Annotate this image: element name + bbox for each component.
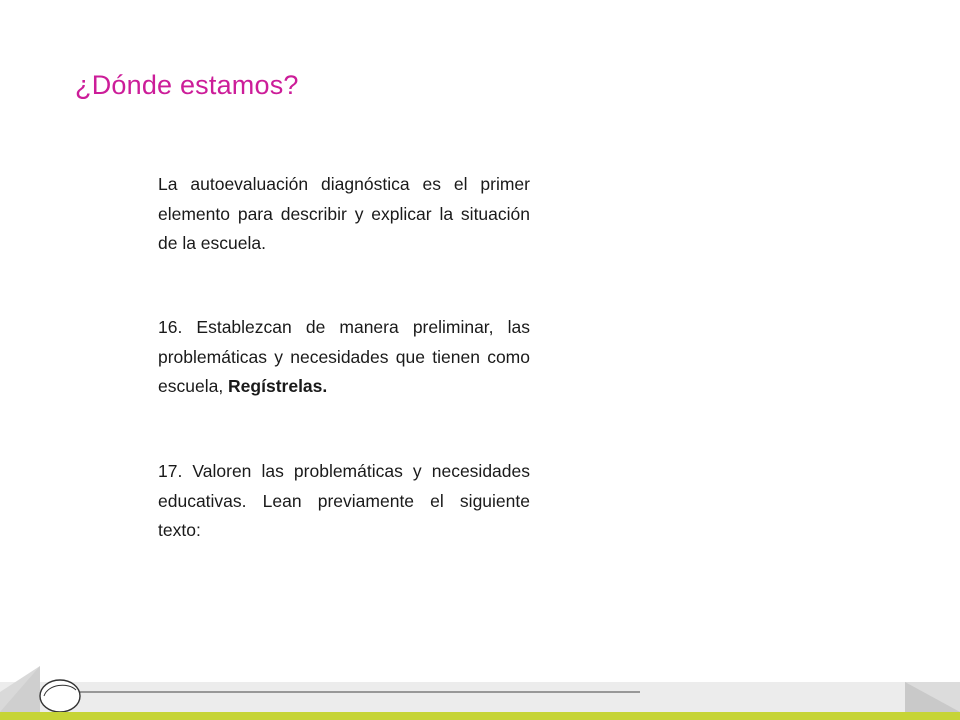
paragraph-step-16-text bbox=[158, 313, 530, 402]
paragraph-step-16-bold: Regístrelas. bbox=[228, 376, 328, 396]
paragraph-intro-text: La autoevaluación diagnóstica es el primer elemento para describir y explicar la situación de la escuela. bbox=[158, 174, 530, 253]
paragraph-step-16 bbox=[158, 313, 530, 402]
footer-bar bbox=[0, 660, 960, 720]
footer-gray-band bbox=[0, 682, 960, 712]
slide-title: ¿Dónde estamos? bbox=[75, 70, 299, 100]
footer-green-band bbox=[0, 712, 960, 720]
paragraph-step-16-body: 16. Establezcan de manera preliminar, las problemáticas y necesidades que tienen como escuela, bbox=[158, 317, 530, 396]
paragraph-step-17-text: 17. Valoren las problemáticas y necesidades educativas. Lean previamente el siguiente texto: bbox=[158, 461, 530, 540]
paragraph-intro bbox=[158, 170, 530, 259]
paragraph-step-17 bbox=[158, 457, 530, 546]
